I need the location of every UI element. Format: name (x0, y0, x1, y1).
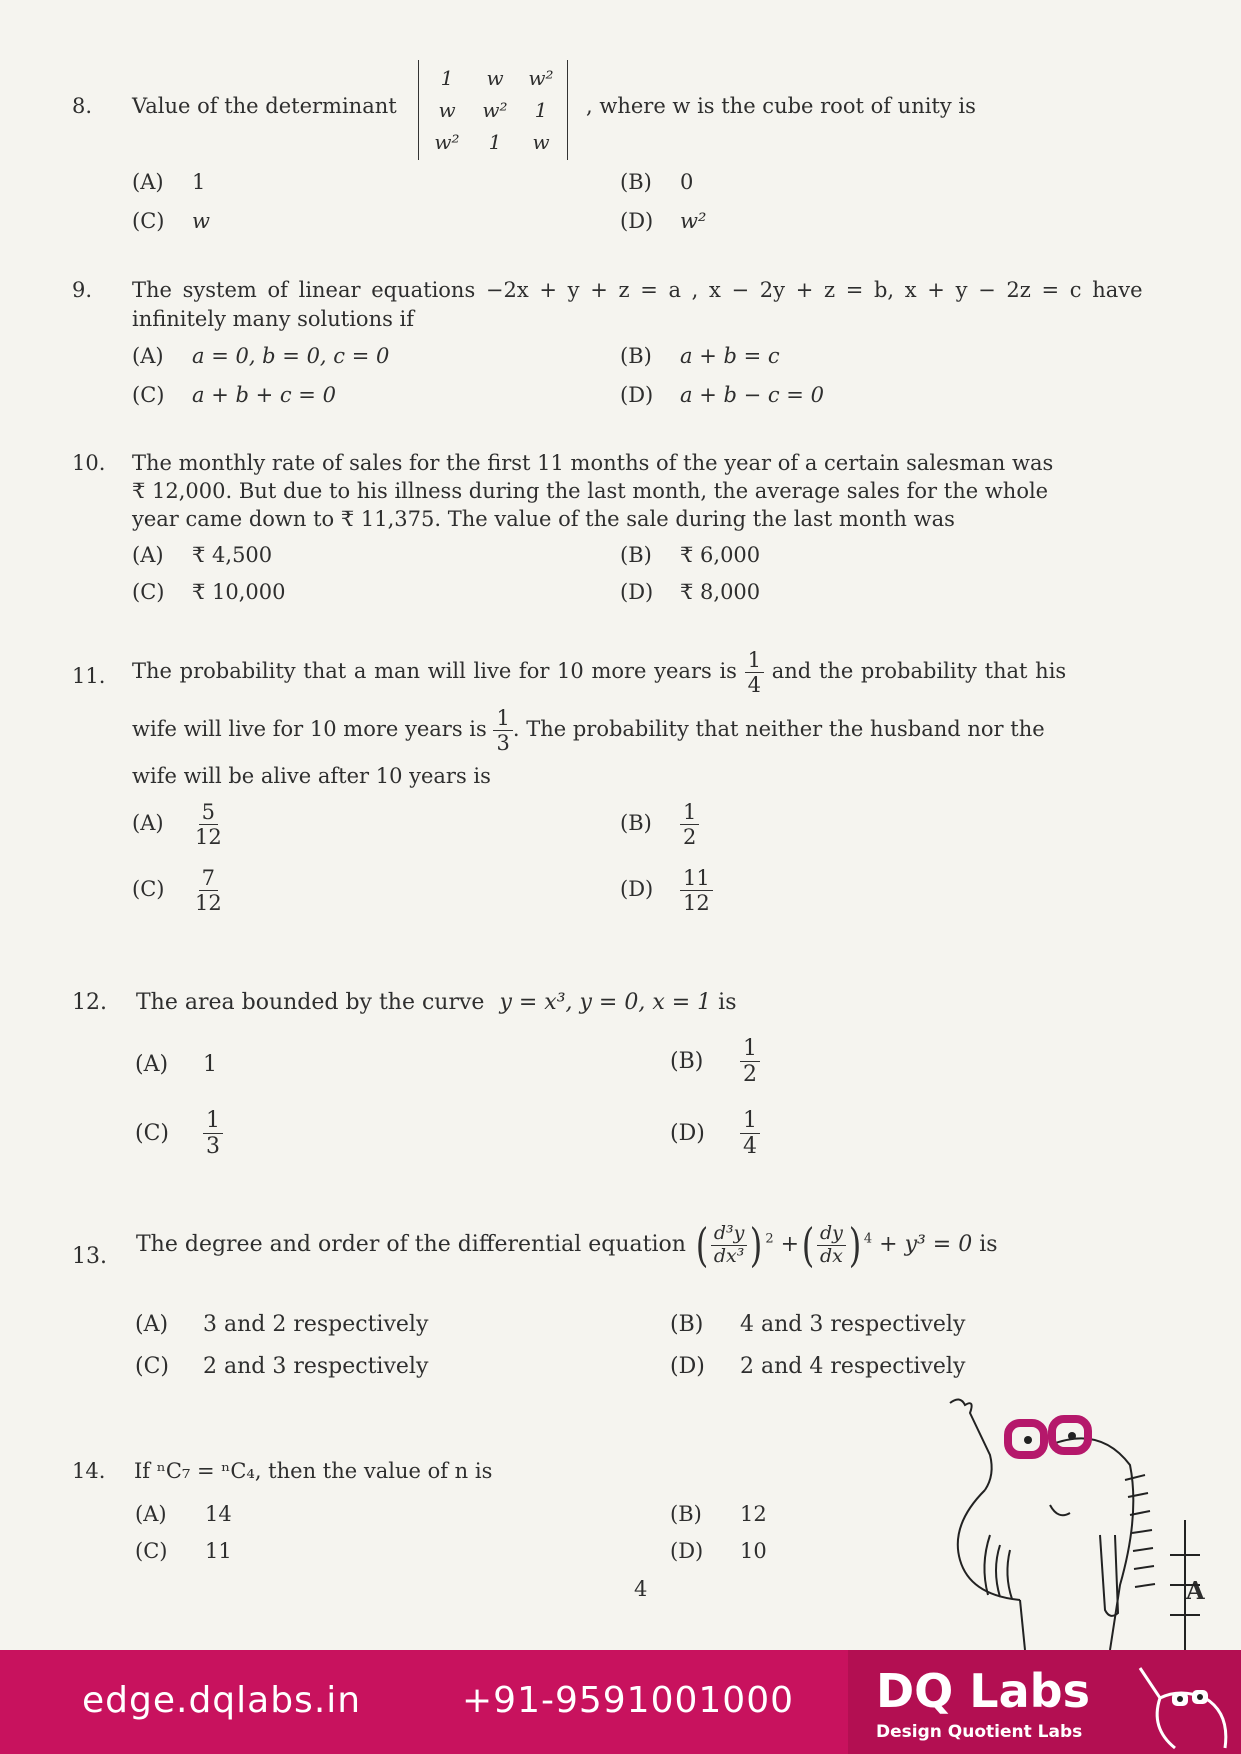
option-label: (D) (670, 1354, 705, 1379)
option-b[interactable] (620, 344, 780, 368)
option-value: 2 and 4 respectively (740, 1354, 966, 1379)
question-number: 9. (72, 278, 93, 302)
matrix-cell: w² (482, 98, 508, 122)
option-value: 2 and 3 respectively (203, 1354, 429, 1379)
question-12 (72, 990, 1172, 1020)
mascot-illustration (930, 1385, 1230, 1650)
question-text: Value of the determinant (132, 94, 397, 118)
corner-letter: A (1186, 1576, 1205, 1605)
option-d[interactable] (670, 1539, 767, 1563)
option-value: 1 (192, 170, 206, 194)
option-label: (B) (670, 1502, 702, 1526)
option-label: (C) (135, 1120, 169, 1146)
phone-number[interactable]: +91-9591001000 (462, 1680, 795, 1721)
matrix-cell: w² (528, 66, 554, 90)
option-value: a + b − c = 0 (680, 383, 824, 407)
option-d[interactable] (620, 383, 824, 407)
option-label: (D) (620, 580, 654, 604)
option-label: (C) (132, 209, 165, 233)
website-link[interactable]: edge.dqlabs.in (82, 1680, 362, 1721)
question-line (136, 1218, 998, 1272)
option-b[interactable] (620, 543, 760, 567)
option-label: (C) (132, 580, 165, 604)
option-c[interactable] (132, 580, 286, 604)
option-label: (D) (620, 209, 654, 233)
logo-subtitle: Design Quotient Labs (876, 1722, 1083, 1742)
question-text: ₹ 12,000. But due to his illness during the last month, the average sales for the whole (132, 479, 1049, 503)
option-label: (B) (620, 811, 652, 836)
matrix-cell: w (486, 66, 504, 90)
question-text-tail: , where w is the cube root of unity is (586, 94, 976, 118)
option-a[interactable] (135, 1312, 428, 1337)
option-value: 1 (203, 1052, 217, 1077)
question-number: 14. (72, 1459, 106, 1483)
footer-banner (0, 1650, 1241, 1754)
option-value: 10 (740, 1539, 767, 1563)
option-label: (A) (132, 344, 164, 368)
option-c[interactable]: (C) $\frac{7}{12}$ (132, 866, 222, 916)
option-value: 3 and 2 respectively (203, 1312, 429, 1337)
option-a[interactable] (135, 1052, 217, 1077)
option-c[interactable] (135, 1354, 428, 1379)
option-label: (C) (135, 1354, 169, 1379)
differential-equation: ( $\frac{\text{d³y}}{\text{dx³}}$ ) $^2$ +( $\frac{dy}{dx}$ ) $^4$ + y³ = 0 (695, 1218, 973, 1272)
option-label: (A) (135, 1502, 167, 1526)
option-d[interactable] (670, 1354, 965, 1379)
question-text: wife will be alive after 10 years is (132, 764, 491, 788)
mascot-mini-icon (1120, 1658, 1238, 1750)
question-text: The degree and order of the differential equation (136, 1232, 686, 1257)
fraction: $\frac{1}{4}$ (745, 648, 764, 697)
question-text: is (979, 1232, 998, 1257)
option-a[interactable] (132, 344, 389, 368)
option-value: 0 (680, 170, 694, 194)
option-label: (A) (132, 543, 164, 567)
question-14 (72, 1459, 772, 1489)
option-label: (D) (620, 877, 654, 902)
option-label: (D) (620, 383, 654, 407)
matrix-cell: 1 (534, 98, 548, 122)
option-label: (A) (135, 1312, 169, 1337)
question-11 (72, 648, 1182, 788)
question-text: The probability that a man will live for 10 more years is (132, 659, 737, 684)
option-a[interactable]: (A) $\frac{5}{12}$ (132, 800, 222, 850)
option-label: (D) (670, 1539, 704, 1563)
option-value: ₹ 8,000 (680, 580, 761, 604)
matrix-cell: 1 (440, 66, 454, 90)
option-label: (C) (135, 1539, 168, 1563)
question-9 (72, 278, 1172, 338)
question-text: infinitely many solutions if (132, 307, 415, 331)
question-number: 8. (72, 94, 93, 118)
option-label: (A) (132, 170, 164, 194)
option-c[interactable]: (C) $\frac{1}{3}$ (135, 1108, 223, 1160)
page-number: 4 (634, 1577, 648, 1601)
option-b[interactable] (670, 1502, 767, 1526)
option-value: 11 (205, 1539, 232, 1563)
option-c[interactable] (135, 1539, 232, 1563)
option-value: w² (680, 209, 707, 233)
option-b[interactable]: (B) $\frac{1}{2}$ (670, 1036, 760, 1088)
option-label: (D) (670, 1120, 705, 1146)
option-value: 4 and 3 respectively (740, 1312, 966, 1337)
option-d[interactable] (620, 580, 760, 604)
option-a[interactable] (132, 170, 205, 194)
option-label: (B) (620, 543, 652, 567)
determinant-matrix (418, 60, 568, 160)
option-d[interactable] (620, 209, 706, 233)
option-value: ₹ 10,000 (192, 580, 286, 604)
option-label: (B) (670, 1048, 704, 1074)
question-line (132, 706, 1045, 755)
question-text: year came down to ₹ 11,375. The value of the sale during the last month was (132, 507, 955, 531)
question-line (132, 648, 1066, 697)
option-value: w (192, 209, 210, 233)
matrix-cell: w² (434, 130, 460, 154)
option-d[interactable]: (D) $\frac{11}{12}$ (620, 866, 713, 915)
option-b[interactable] (670, 1312, 965, 1337)
question-text: If ⁿC₇ = ⁿC₄, then the value of n is (134, 1459, 493, 1483)
option-c[interactable] (132, 383, 336, 407)
question-number: 13. (72, 1244, 107, 1269)
matrix-cell: 1 (488, 130, 502, 154)
option-value: 14 (205, 1502, 232, 1526)
option-b[interactable]: (B) $\frac{1}{2}$ (620, 800, 699, 849)
option-label: (B) (620, 170, 652, 194)
option-value: 12 (740, 1502, 767, 1526)
fraction: $\frac{1}{3}$ (493, 706, 512, 755)
option-d[interactable]: (D) $\frac{1}{4}$ (670, 1108, 760, 1160)
question-expression: y = x³, y = 0, x = 1 (499, 990, 712, 1015)
option-value: a + b + c = 0 (192, 383, 336, 407)
matrix-cell: w (532, 130, 550, 154)
logo-title: DQ Labs (876, 1664, 1090, 1718)
question-number: 11. (72, 664, 106, 688)
question-number: 12. (72, 990, 107, 1015)
question-8 (72, 60, 1172, 170)
option-label: (A) (135, 1052, 169, 1077)
option-label: (C) (132, 877, 165, 902)
option-label: (C) (132, 383, 165, 407)
option-a[interactable] (132, 543, 272, 567)
question-text: . The probability that neither the husband nor the (512, 717, 1045, 742)
option-value: a = 0, b = 0, c = 0 (192, 344, 390, 368)
option-value: ₹ 4,500 (192, 543, 273, 567)
option-label: (B) (670, 1312, 704, 1337)
question-text: and the probability that his (771, 659, 1067, 684)
option-b[interactable] (620, 170, 693, 194)
option-label: (B) (620, 344, 652, 368)
question-text: The system of linear equations −2x + y + z = a , x − 2y + z = b, x + y − 2z = c have (132, 278, 1143, 302)
option-value: a + b = c (680, 344, 780, 368)
matrix-cell: w (438, 98, 456, 122)
question-text: is (718, 990, 737, 1015)
question-text: The area bounded by the curve (136, 990, 485, 1015)
question-text: wife will live for 10 more years is (132, 717, 487, 742)
question-10 (72, 451, 1172, 541)
option-c[interactable] (132, 209, 210, 233)
option-label: (A) (132, 811, 164, 836)
option-value: ₹ 6,000 (680, 543, 761, 567)
question-13 (72, 1218, 1182, 1292)
question-text: The monthly rate of sales for the first 11 months of the year of a certain salesman was (132, 451, 1054, 475)
question-number: 10. (72, 451, 106, 475)
option-a[interactable] (135, 1502, 232, 1526)
